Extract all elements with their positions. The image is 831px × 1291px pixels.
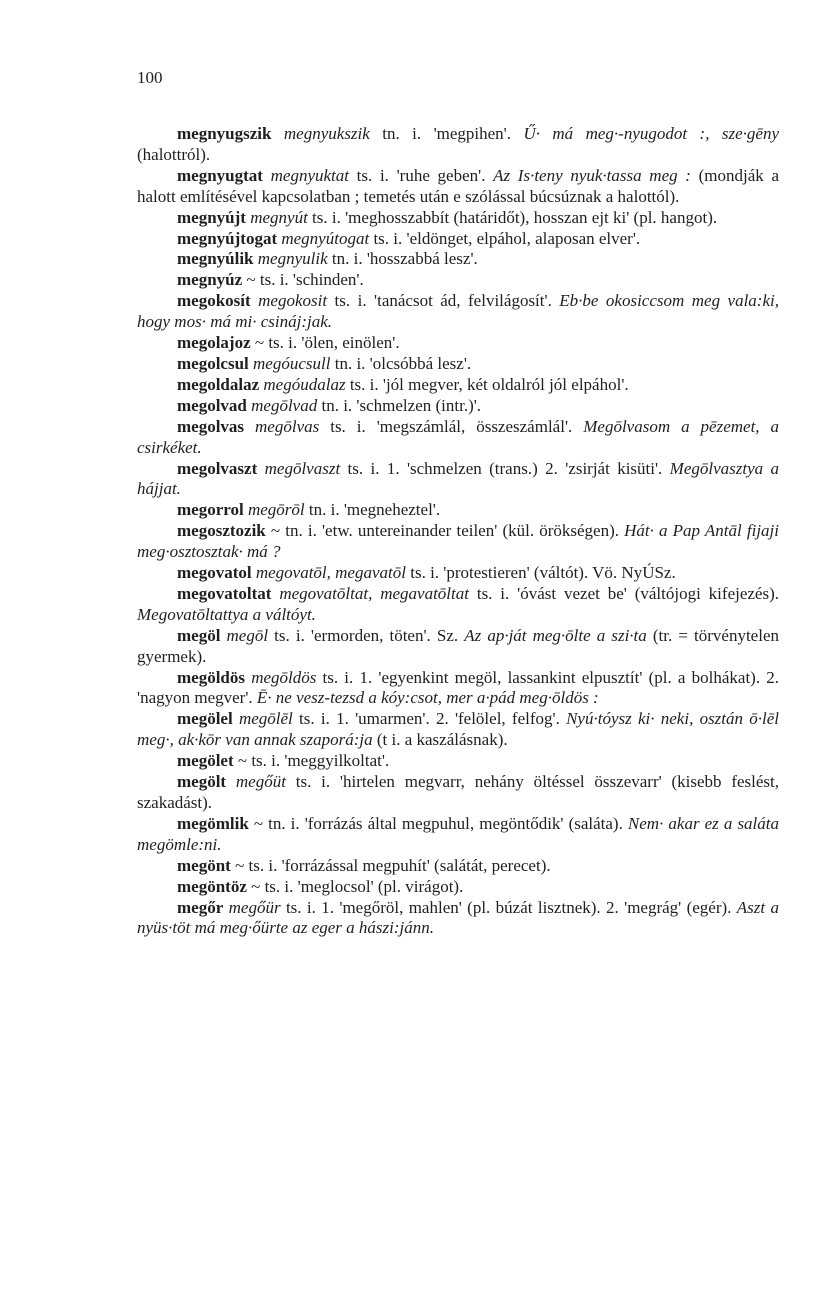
entry-headword: megolvaszt: [177, 458, 258, 478]
dictionary-entry: [137, 229, 779, 250]
dictionary-entry: [137, 500, 779, 521]
entry-text: ts. i. 'óvást vezet be' (váltójogi kifejezés).: [468, 583, 779, 603]
entry-text: ts. i. 'eldönget, elpáhol, alaposan elver'.: [369, 228, 641, 248]
entry-headword: megorrol: [177, 500, 244, 520]
dictionary-entry: [137, 668, 779, 710]
entry-text: ts. i. 'tanácsot ád, felvilágosít'.: [327, 291, 560, 311]
dialect-form: megovatōltat, megavatōltat: [279, 583, 469, 603]
entry-headword: megöntöz: [177, 876, 247, 896]
dialect-form: megnyuktat: [270, 165, 349, 185]
dialect-form: Hát· a Pap Antāl fijaji meg·osztosztak· má ?: [137, 521, 779, 562]
dictionary-entry: [137, 563, 779, 584]
entry-headword: megnyújt: [177, 207, 246, 227]
dictionary-entry: [137, 814, 779, 856]
entry-text: [244, 417, 255, 436]
entry-text: (mondják a halott említésével kapcsolatban ; temetés után e szólással búcsúznak a halottól).: [137, 165, 780, 206]
entry-text: ts. i. 'protestieren' (váltót). Vö. NyÚSz.: [405, 563, 676, 583]
dialect-form: Az Is·teny nyuk·tassa meg :: [493, 165, 691, 185]
dialect-form: Megovatōltattya a váltóyt.: [137, 604, 316, 624]
entry-text: ts. i. 'meghosszabbít (határidőt), hosszan ejt ki' (pl. hangot).: [307, 207, 718, 227]
entry-text: ~ ts. i. 'meggyilkoltat'.: [233, 751, 390, 771]
entry-text: ~ ts. i. 'meglocsol' (pl. virágot).: [246, 876, 464, 896]
dialect-form: megōlēl: [238, 709, 293, 729]
dictionary-entry: [137, 249, 779, 270]
entry-text: [257, 459, 264, 478]
dialect-form: megōl: [226, 625, 269, 645]
entry-text: ~ tn. i. 'etw. untereinander teilen' (kül. örökségen).: [265, 521, 625, 541]
dialect-form: megőüt: [235, 772, 286, 792]
entry-headword: megnyúlik: [177, 249, 254, 269]
entry-headword: megőr: [177, 897, 224, 917]
dialect-form: megnyút: [250, 207, 308, 227]
dictionary-entry: [137, 375, 779, 396]
entry-text: ~ ts. i. 'forrázással megpuhít' (salátát, perecet).: [230, 855, 551, 875]
dictionary-entry: [137, 521, 779, 563]
entry-text: ts. i. 'ruhe geben'.: [349, 165, 494, 185]
dialect-form: megóucsull: [253, 353, 331, 373]
dialect-form: Ű· má meg·-nyugodot :, sze·gēny: [523, 124, 780, 143]
entry-headword: megokosít: [177, 291, 251, 311]
entry-text: ts. i. 1. 'umarmen'. 2. 'felölel, felfog'.: [292, 709, 567, 729]
entry-text: ts. i. 'hirtelen megvarr, nehány öltéssel összevarr' (kisebb feslést, szakadást).: [137, 772, 780, 812]
entry-text: ts. i. 1. 'megőröl, mahlen' (pl. búzát lisztnek). 2. 'megrág' (egér).: [280, 897, 737, 917]
entry-text: tn. i. 'schmelzen (intr.)'.: [317, 395, 482, 415]
entry-text: (t i. a kaszálásnak).: [372, 730, 508, 750]
dialect-form: megōldös: [251, 667, 317, 687]
dictionary-entry: [137, 208, 779, 229]
entry-headword: megnyugtat: [177, 165, 263, 185]
entry-text: tn. i. 'megneheztel'.: [304, 500, 441, 520]
dialect-form: megokosit: [258, 291, 328, 311]
entry-text: [226, 772, 236, 791]
dialect-form: megōlvad: [251, 395, 318, 415]
entry-headword: megnyúz: [177, 270, 243, 290]
dialect-form: megóudalaz: [263, 374, 346, 394]
entry-headword: megöl: [177, 625, 221, 645]
dialect-form: megnyulik: [257, 249, 328, 269]
entry-headword: megolajoz: [177, 333, 251, 353]
dialect-form: Nyú·tóysz ki· neki, osztán ō·lēl meg·, ak·kōr van annak szaporá:ja: [137, 709, 780, 750]
entry-headword: megömlik: [177, 813, 249, 833]
entry-headword: megolvas: [177, 416, 245, 436]
dictionary-entry: [137, 709, 779, 751]
dictionary-entry: [137, 333, 779, 354]
entry-headword: megoldalaz: [177, 374, 260, 394]
entry-headword: megovatoltat: [177, 583, 272, 603]
dialect-form: megōrōl: [247, 500, 305, 520]
entry-text: [263, 166, 271, 185]
entry-text: ts. i. 'jól megver, két oldalról jól elpáhol'.: [345, 374, 629, 394]
dictionary-entry: [137, 459, 779, 501]
dictionary-entry: [137, 751, 779, 772]
entry-text: (halottról).: [137, 144, 211, 164]
dictionary-entry: [137, 772, 779, 814]
dictionary-entry: [137, 856, 779, 877]
entry-headword: megölel: [177, 709, 233, 729]
dialect-form: megnyukszik: [283, 124, 370, 143]
dialect-form: megōlvaszt: [264, 458, 341, 478]
dialect-form: megnyútogat: [281, 228, 370, 248]
dialect-form: megōlvas: [255, 416, 320, 436]
dictionary-entry: [137, 898, 779, 940]
entry-headword: megolvad: [177, 395, 247, 415]
entry-headword: megnyújtogat: [177, 228, 278, 248]
entry-text: tn. i. 'olcsóbbá lesz'.: [330, 353, 472, 373]
entry-text: ts. i. 'megszámlál, összeszámlál'.: [319, 416, 584, 436]
entry-text: ts. i. 1. 'egyenkint megöl, lassankint elpusztít' (pl. a bolhákat). 2. 'nagyon megver'.: [137, 667, 780, 708]
dialect-form: megovatōl, megavatōl: [255, 563, 406, 583]
entry-text: ~ ts. i. 'ölen, einölen'.: [250, 333, 400, 353]
entry-text: ts. i. 1. 'schmelzen (trans.) 2. 'zsirját kisüti'.: [340, 458, 670, 478]
dialect-form: Eb·be okosiccsom meg vala:ki, hogy mos· má mi· csináj:jak.: [137, 291, 779, 332]
dialect-form: Megōlvasztya a hájjat.: [137, 458, 780, 499]
entry-text: tn. i. 'megpihen'.: [369, 124, 524, 143]
dictionary-entry: [137, 877, 779, 898]
entry-list: [137, 124, 779, 939]
entry-text: (tr. = törvénytelen gyermek).: [137, 625, 779, 666]
entry-text: ~ tn. i. 'forrázás által megpuhul, megöntődik' (saláta).: [248, 813, 628, 833]
entry-headword: megolcsul: [177, 353, 249, 373]
entry-headword: megöldös: [177, 667, 245, 687]
dictionary-entry: [137, 417, 779, 459]
entry-text: [271, 124, 283, 143]
entry-text: ts. i. 'ermorden, töten'. Sz.: [268, 625, 465, 645]
dictionary-entry: [137, 124, 779, 166]
dictionary-entry: [137, 396, 779, 417]
dictionary-entry: [137, 354, 779, 375]
entry-text: ~ ts. i. 'schinden'.: [242, 270, 364, 290]
dialect-form: Megōlvasom a pēzemet, a csirkéket.: [137, 416, 780, 457]
entry-headword: megnyugszik: [177, 124, 272, 143]
entry-text: tn. i. 'hosszabbá lesz'.: [327, 249, 478, 269]
dictionary-entry: [137, 270, 779, 291]
dialect-form: Aszt a nyüs·töt má meg·őürte az eger a hászi:jánn.: [137, 897, 780, 938]
dialect-form: megőür: [228, 897, 281, 917]
entry-headword: megovatol: [177, 563, 252, 583]
dictionary-entry: [137, 584, 779, 626]
dialect-form: Az ap·ját meg·ōlte a szi·ta: [464, 625, 647, 645]
dialect-form: Nem· akar ez a saláta megömle:ni.: [137, 813, 780, 854]
dictionary-entry: [137, 291, 779, 333]
entry-headword: megölt: [177, 772, 227, 792]
page-number: 100: [137, 68, 163, 87]
dialect-form: Ē· ne vesz-tezsd a kóy:csot, mer a·pád meg·ōldös :: [256, 688, 599, 708]
entry-headword: megönt: [177, 855, 231, 875]
entry-headword: megosztozik: [177, 521, 266, 541]
entry-headword: megölet: [177, 751, 234, 771]
dictionary-entry: [137, 166, 779, 208]
dictionary-entry: [137, 626, 779, 668]
